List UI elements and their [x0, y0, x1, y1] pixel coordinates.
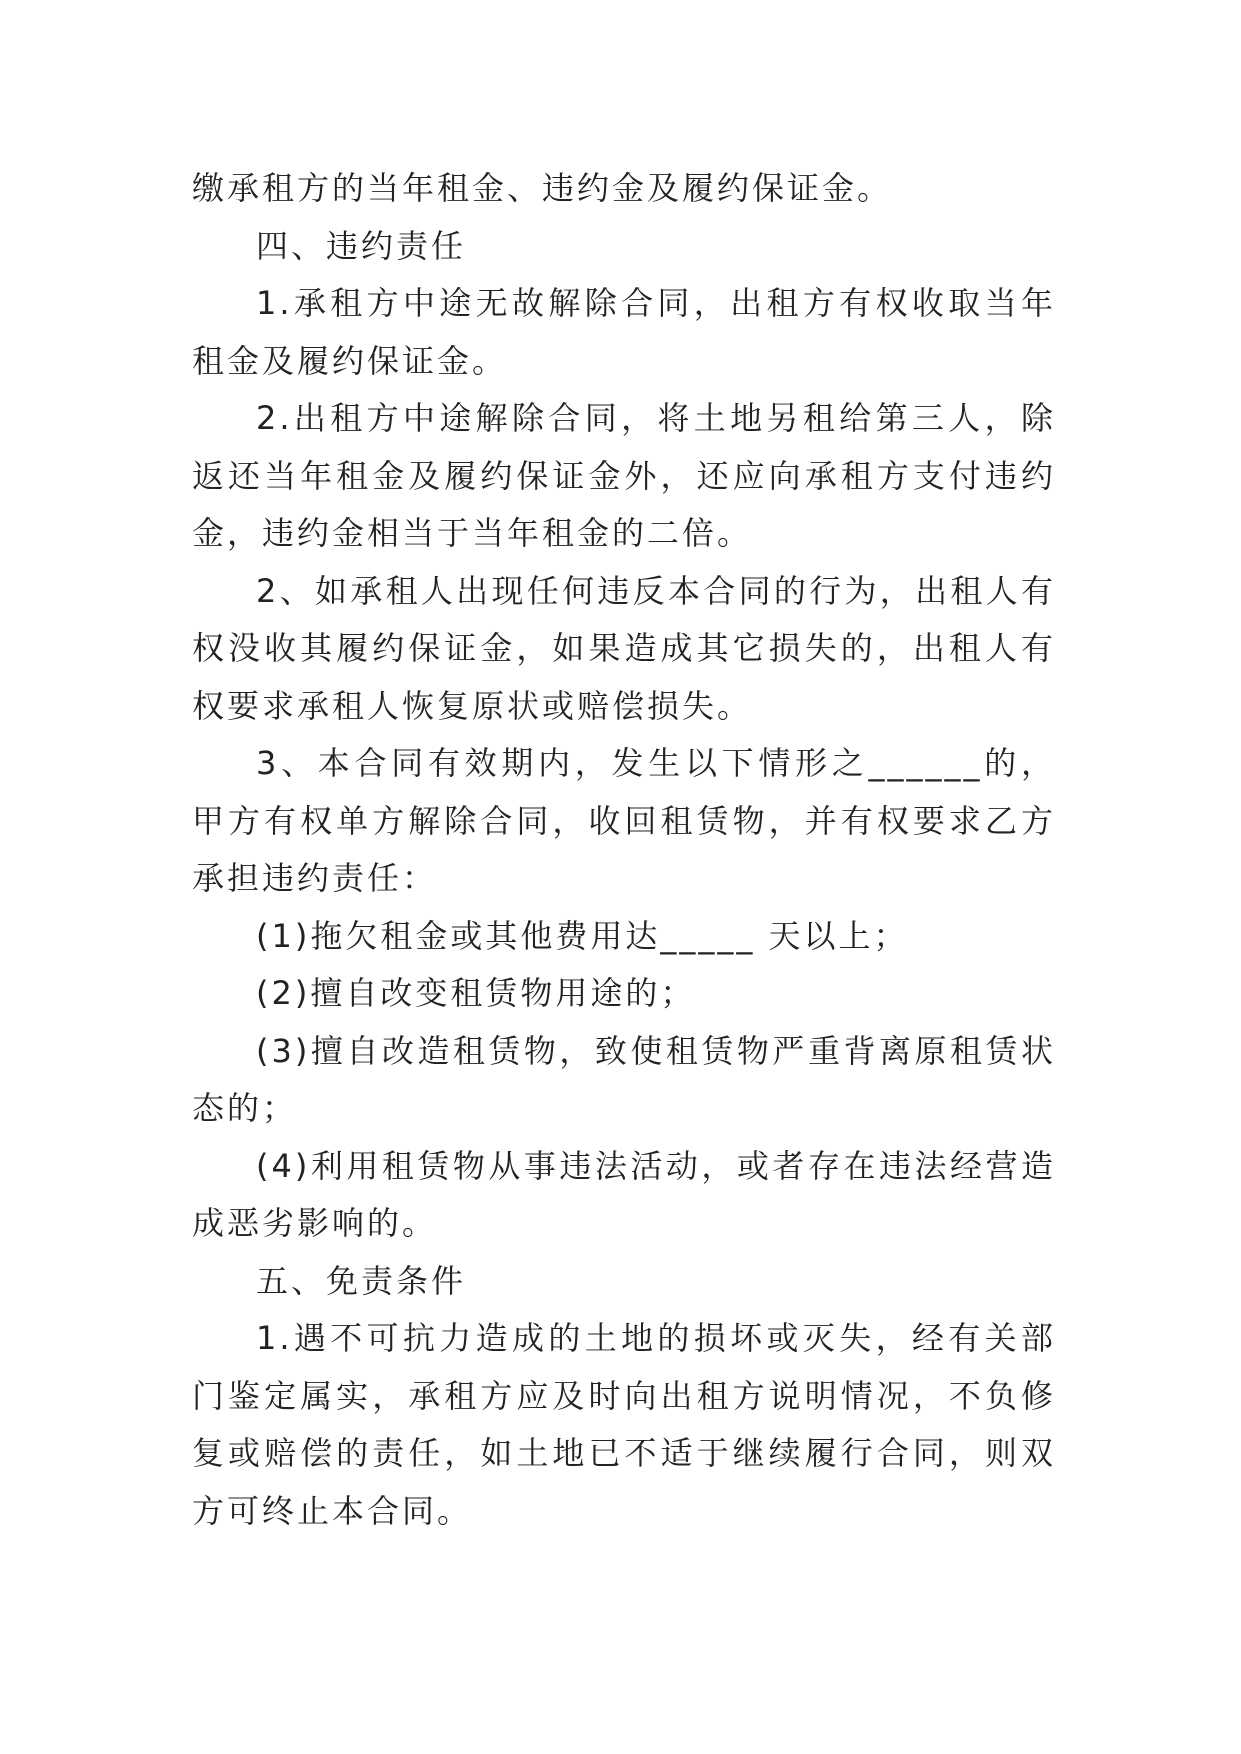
- clause-4-3-item-2: (2)擅自改变租赁物用途的；: [256, 974, 696, 1012]
- clause-4-2: 2.出租方中途解除合同，将土地另租给第三人，除返还当年租金及履约保证金外，还应向承租方支付违约金，违约金相当于当年租金的二倍。: [192, 399, 1056, 552]
- paragraph-continuation: 缴承租方的当年租金、违约金及履约保证金。: [192, 169, 893, 207]
- clause-4-3: 3、本合同有效期内，发生以下情形之______的，甲方有权单方解除合同，收回租赁物，并有权要求乙方承担违约责任：: [192, 744, 1056, 897]
- clause-4-3-item-3: (3)擅自改造租赁物，致使租赁物严重背离原租赁状态的；: [192, 1031, 1056, 1127]
- clause-4-1: 1.承租方中途无故解除合同，出租方有权收取当年租金及履约保证金。: [192, 284, 1056, 380]
- clause-4-3-item-4: (4)利用租赁物从事违法活动，或者存在违法经营造成恶劣影响的。: [192, 1146, 1056, 1242]
- section-heading-breach-liability: 四、违约责任: [256, 226, 467, 265]
- clause-4-3-item-1: (1)拖欠租金或其他费用达_____ 天以上；: [256, 916, 909, 955]
- clause-5-1: 1.遇不可抗力造成的土地的损坏或灭失，经有关部门鉴定属实，承租方应及时向出租方说明情况，不负修复或赔偿的责任，如土地已不适于继续履行合同，则双方可终止本合同。: [192, 1319, 1056, 1530]
- clause-4-2b: 2、如承租人出现任何违反本合同的行为，出租人有权没收其履约保证金，如果造成其它损失的，出租人有权要求承租人恢复原状或赔偿损失。: [192, 571, 1056, 725]
- section-heading-exemption: 五、免责条件: [256, 1261, 467, 1300]
- document-body: [192, 160, 1056, 1540]
